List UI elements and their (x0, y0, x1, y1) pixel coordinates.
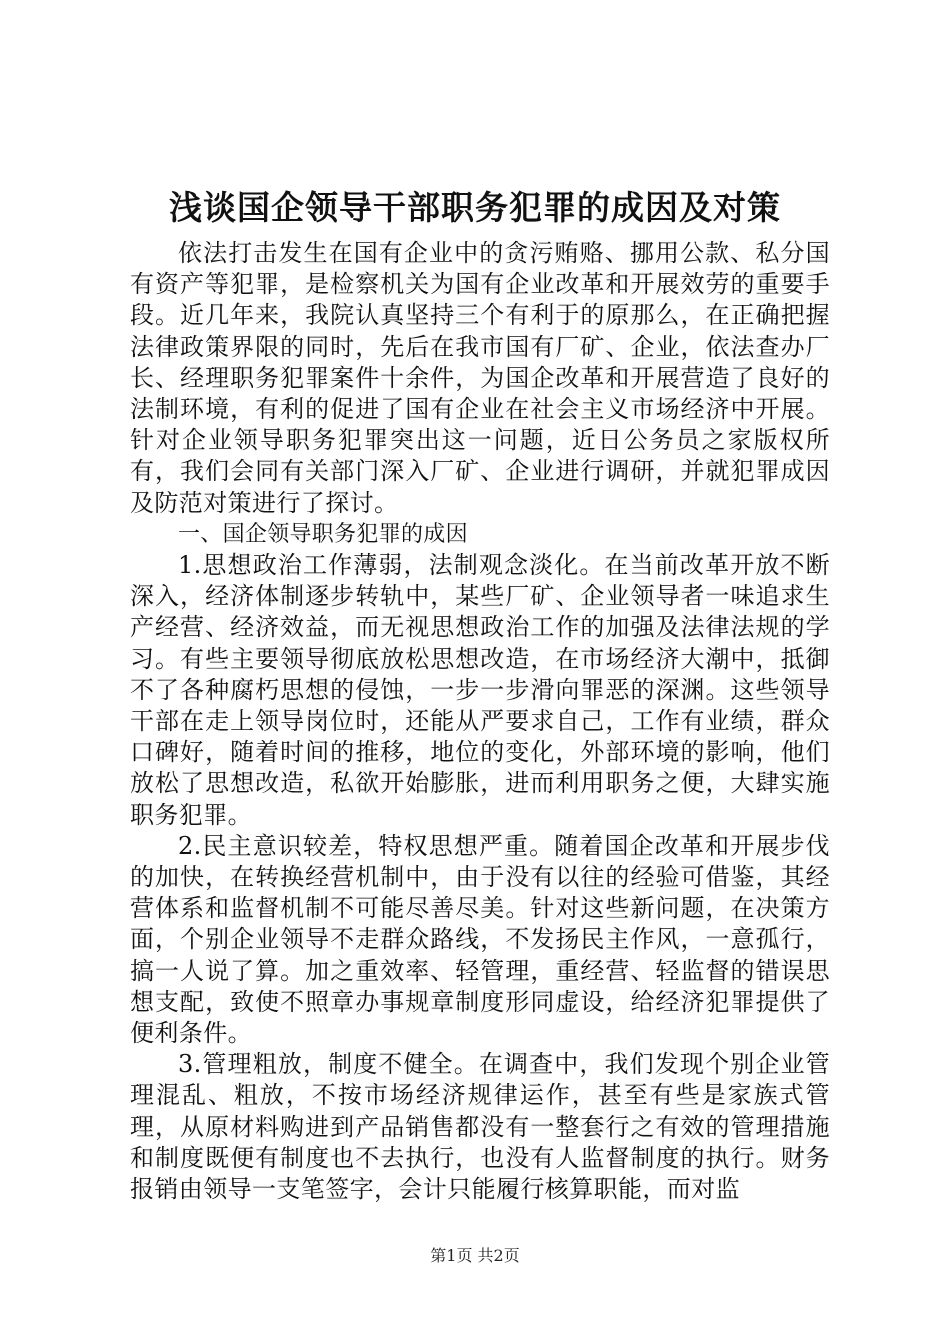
document-title: 浅谈国企领导干部职务犯罪的成因及对策 (169, 188, 781, 227)
section-heading: 一、国企领导职务犯罪的成因 (178, 521, 468, 547)
document-body (130, 238, 830, 1205)
cause-paragraph-3: 3.管理粗放，制度不健全。在调查中，我们发现个别企业管理混乱、粗放，不按市场经济规律运作，甚至有些是家族式管理，从原材料购进到产品销售都没有一整套行之有效的管理措施和制度既便有制度也不去执行，也没有人监督制度的执行。财务报销由领导一支笔签字，会计只能履行核算职能，而对监 (130, 1050, 830, 1204)
page-footer: 第1页 共2页 (430, 1246, 520, 1265)
intro-paragraph: 依法打击发生在国有企业中的贪污贿赂、挪用公款、私分国有资产等犯罪，是检察机关为国有企业改革和开展效劳的重要手段。近几年来，我院认真坚持三个有利于的原那么，在正确把握法律政策界限的同时，先后在我市国有厂矿、企业，依法查办厂长、经理职务犯罪案件十余件，为国企改革和开展营造了良好的法制环境，有利的促进了国有企业在社会主义市场经济中开展。针对企业领导职务犯罪突出这一问题，近日公务员之家版权所有，我们会同有关部门深入厂矿、企业进行调研，并就犯罪成因及防范对策进行了探讨。 (130, 239, 830, 517)
cause-paragraph-2: 2.民主意识较差，特权思想严重。随着国企改革和开展步伐的加快，在转换经营机制中，由于没有以往的经验可借鉴，其经营体系和监督机制不可能尽善尽美。针对这些新问题，在决策方面，个别企业领导不走群众路线，不发扬民主作风，一意孤行，搞一人说了算。加之重效率、轻管理，重经营、轻监督的错误思想支配，致使不照章办事规章制度形同虚设，给经济犯罪提供了便利条件。 (130, 831, 830, 1048)
cause-paragraph-1: 1.思想政治工作薄弱，法制观念淡化。在当前改革开放不断深入，经济体制逐步转轨中，某些厂矿、企业领导者一味追求生产经营、经济效益，而无视思想政治工作的加强及法律法规的学习。有些主要领导彻底放松思想改造，在市场经济大潮中，抵御不了各种腐朽思想的侵蚀，一步一步滑向罪恶的深渊。这些领导干部在走上领导岗位时，还能从严要求自己，工作有业绩，群众口碑好，随着时间的推移，地位的变化，外部环境的影响，他们放松了思想改造，私欲开始膨胀，进而利用职务之便，大肆实施职务犯罪。 (130, 551, 830, 829)
